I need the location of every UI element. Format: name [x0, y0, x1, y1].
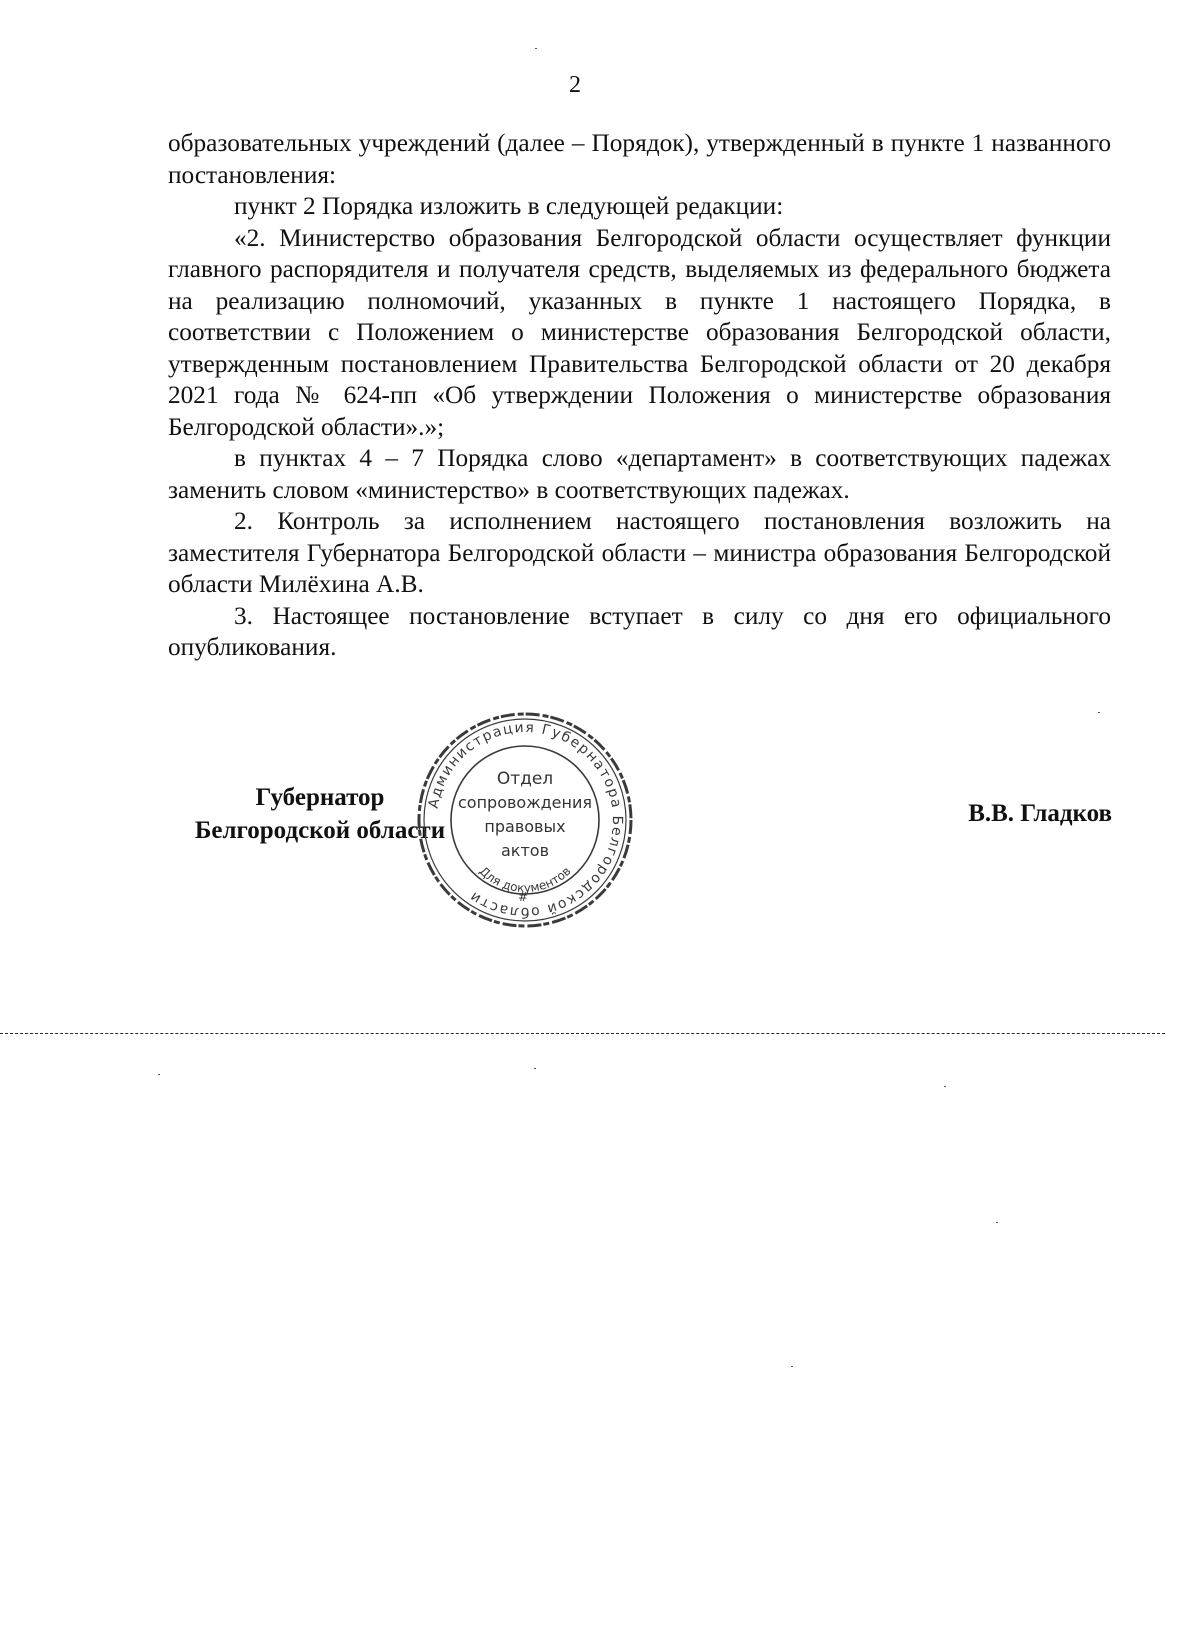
document-body	[168, 128, 1111, 664]
stamp-center-line3: правовых	[484, 817, 566, 836]
signatory-position-line1: Губернатор	[255, 784, 385, 811]
paragraph-item-2-text: «2. Министерство образования Белгородской области осуществляет функции главного распорядителя и получателя средств, выделяемых из федерального бюджета на реализацию полномочий, указанных в пункте 1 настоящего Порядка, в соответствии с Положением о министерстве образования Белгородской области, утвержденным постановлением Правительства Белгородской области от 20 декабря 2021 года № 624-пп «Об утверждении Положения о министерстве образования Белгородской области».»;	[168, 223, 1111, 441]
official-stamp	[414, 709, 636, 931]
stamp-center-text	[414, 767, 636, 863]
paragraph-items-4-7: в пунктах 4 – 7 Порядка слово «департамент» в соответствующих падежах заменить словом «министерство» в соответствующих падежах.	[168, 444, 1111, 504]
svg-text:#: #	[518, 890, 529, 904]
paragraph-continuation: образовательных учреждений (далее – Порядок), утвержденный в пункте 1 названного постановления:	[168, 129, 1111, 189]
stamp-center-line4: актов	[500, 841, 549, 860]
paragraph-effective-date: 3. Настоящее постановление вступает в силу со дня его официального опубликования.	[168, 601, 1111, 661]
scan-speck	[1098, 712, 1100, 713]
page-separator-line	[0, 1033, 1165, 1034]
scan-speck	[791, 1366, 793, 1367]
scan-speck	[534, 1068, 536, 1069]
scan-speck	[944, 1086, 946, 1087]
scan-speck	[996, 1222, 998, 1223]
stamp-outer-ring-text: Администрация Губернатора Белгородской области	[425, 719, 626, 921]
stamp-inner-bottom-text: Для документов	[476, 863, 574, 896]
signatory-name: В.В. Гладков	[968, 800, 1112, 827]
stamp-center-line2: сопровождения	[457, 793, 592, 812]
stamp-center-line1: Отдел	[496, 769, 554, 789]
signatory-position-line2: Белгородской области	[194, 817, 446, 844]
paragraph-item-2-intro: пункт 2 Порядка изложить в следующей редакции:	[234, 192, 784, 220]
scan-speck	[158, 1074, 160, 1075]
page-number: 2	[569, 72, 581, 98]
paragraph-control: 2. Контроль за исполнением настоящего постановления возложить на заместителя Губернатора Белгородской области – министра образования Белгородской области Милёхина А.В.	[168, 507, 1111, 598]
scan-speck	[535, 48, 537, 49]
